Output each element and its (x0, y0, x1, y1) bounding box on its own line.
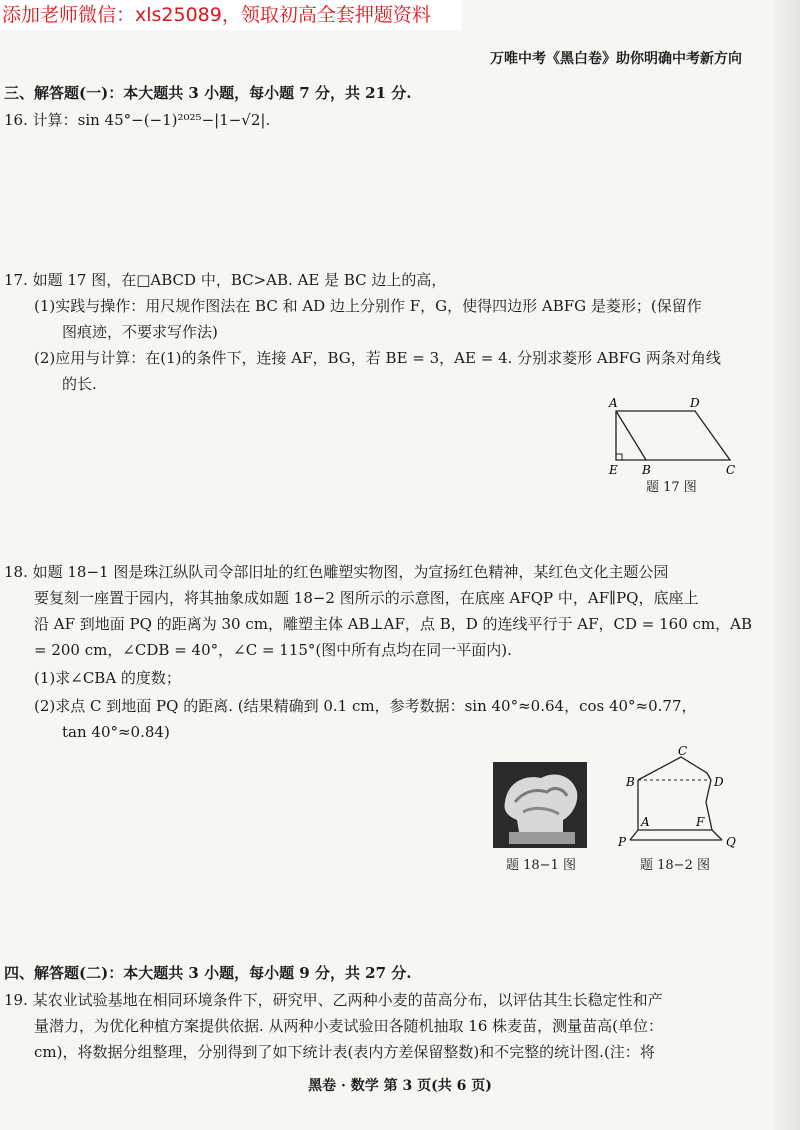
question-19-line1: 19. 某农业试验基地在相同环境条件下，研究甲、乙两种小麦的苗高分布，以评估其生长稳定性和产 (4, 991, 663, 1009)
label-q: Q (726, 835, 736, 849)
segment-fq (712, 830, 722, 840)
label-b: B (642, 463, 651, 477)
label-a: A (641, 815, 650, 829)
label-c: C (678, 744, 688, 758)
running-head: 万唯中考《黑白卷》助你明确中考新方向 (490, 51, 742, 67)
label-b: B (626, 775, 635, 789)
parallelogram-abcd (616, 411, 730, 460)
page-footer: 黑卷 · 数学 第 3 页(共 6 页) (308, 1078, 492, 1094)
question-19-line2: 量潜力，为优化种植方案提供依据. 从两种小麦试验田各随机抽取 16 株麦苗，测量苗高(单位： (34, 1017, 664, 1035)
question-16: 16. 计算：sin 45°−(−1)²⁰²⁵−|1−√2|. (4, 111, 271, 129)
figure-18-2-caption: 题 18−2 图 (640, 858, 710, 873)
figure-18-1-caption: 题 18−1 图 (506, 858, 576, 873)
label-d: D (690, 396, 700, 410)
question-18-part1: (1)求∠CBA 的度数； (34, 669, 181, 687)
figure-18-1-sculpture-photo (493, 762, 587, 848)
question-18-part2-line1: (2)求点 C 到地面 PQ 的距离. (结果精确到 0.1 cm，参考数据：sin 40°≈0.64，cos 40°≈0.77， (34, 697, 697, 715)
section-4-heading: 四、解答题(二)：本大题共 3 小题，每小题 9 分，共 27 分. (4, 964, 412, 982)
question-17-part2-line1: (2)应用与计算：在(1)的条件下，连接 AF，BG，若 BE = 3，AE = 4. 分别求菱形 ABFG 两条对角线 (34, 349, 721, 367)
label-p: P (618, 835, 627, 849)
figure-18-2-diagram (610, 742, 746, 854)
segments-bcd (638, 757, 711, 780)
question-17-part1-line2: 图痕迹，不要求写作法) (62, 323, 218, 341)
label-e: E (609, 463, 618, 477)
question-17-stem: 17. 如题 17 图，在□ABCD 中，BC>AB. AE 是 BC 边上的高， (4, 271, 447, 289)
segment-ab (616, 411, 646, 460)
question-17-part2-line2: 的长. (62, 375, 97, 393)
question-18-line2: 要复刻一座置于园内，将其抽象成如题 18−2 图所示的示意图，在底座 AFQP 中，AF∥PQ，底座上 (34, 589, 699, 607)
question-18-part2-line2: tan 40°≈0.84) (62, 723, 170, 741)
question-19-line3: cm)，将数据分组整理，分别得到了如下统计表(表内方差保留整数)和不完整的统计图.(注：将 (34, 1043, 655, 1061)
label-d: D (714, 775, 724, 789)
right-angle-mark (616, 454, 622, 460)
label-f: F (696, 815, 705, 829)
segment-df (706, 780, 712, 830)
label-c: C (726, 463, 736, 477)
question-18-line1: 18. 如题 18−1 图是珠江纵队司令部旧址的红色雕塑实物图，为宣扬红色精神，某红色文化主题公园 (4, 563, 669, 581)
promo-banner: 添加老师微信：xls25089，领取初高全套押题资料 (0, 0, 462, 30)
label-a: A (609, 396, 618, 410)
figure-17-caption: 题 17 图 (646, 480, 697, 495)
segment-ap (630, 830, 638, 840)
section-3-heading: 三、解答题(一)：本大题共 3 小题，每小题 7 分，共 21 分. (4, 84, 412, 102)
question-18-line4: = 200 cm，∠CDB = 40°，∠C = 115°(图中所有点均在同一平面内). (34, 641, 512, 659)
page-edge-shadow (775, 0, 800, 1130)
question-18-line3: 沿 AF 到地面 PQ 的距离为 30 cm，雕塑主体 AB⊥AF，点 B，D 的连线平行于 AF，CD = 160 cm，AB (34, 615, 753, 633)
question-17-part1-line1: (1)实践与操作：用尺规作图法在 BC 和 AD 边上分别作 F，G，使得四边形 ABFG 是菱形；(保留作 (34, 297, 702, 315)
